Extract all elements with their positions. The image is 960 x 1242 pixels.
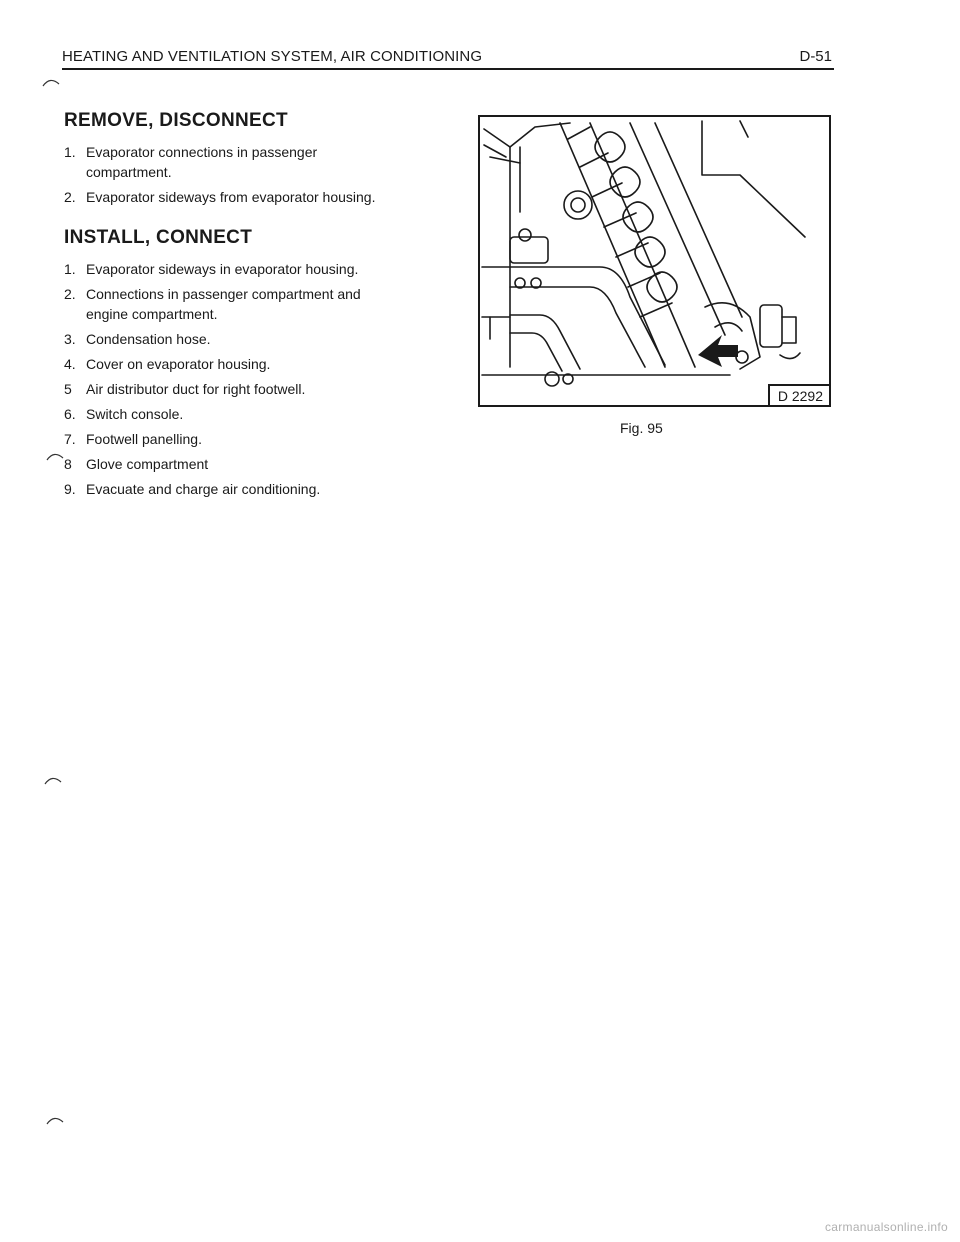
step-number: 6. xyxy=(64,406,76,422)
header-title: HEATING AND VENTILATION SYSTEM, AIR CONDITIONING xyxy=(62,48,483,65)
list-item xyxy=(64,284,394,324)
list-item xyxy=(64,379,394,399)
evaporator-line-drawing xyxy=(480,117,829,405)
install-steps xyxy=(64,259,394,499)
step-number: 2. xyxy=(64,286,76,302)
list-item xyxy=(64,329,394,349)
evaporator-figure xyxy=(478,115,831,407)
remove-steps xyxy=(64,142,394,207)
step-number: 1. xyxy=(64,144,76,160)
step-text: Evaporator sideways from evaporator housing. xyxy=(86,189,376,205)
instructions-column xyxy=(64,110,394,504)
list-item xyxy=(64,404,394,424)
list-item xyxy=(64,354,394,374)
step-text: Air distributor duct for right footwell. xyxy=(86,381,306,397)
step-text: Glove compartment xyxy=(86,456,209,472)
step-number: 8 xyxy=(64,456,72,472)
step-text: Evaporator connections in passenger compartment. xyxy=(86,144,318,180)
step-text: Evaporator sideways in evaporator housing. xyxy=(86,261,359,277)
step-text: Evacuate and charge air conditioning. xyxy=(86,481,321,497)
install-heading: INSTALL, CONNECT xyxy=(64,227,253,248)
margin-punch-mark xyxy=(46,1116,64,1126)
step-number: 1. xyxy=(64,261,76,277)
list-item xyxy=(64,142,394,182)
pointer-arrow-icon xyxy=(698,335,738,367)
watermark: carmanualsonline.info xyxy=(824,1220,948,1234)
list-item xyxy=(64,259,394,279)
step-number: 4. xyxy=(64,356,76,372)
margin-punch-mark xyxy=(42,78,60,88)
figure-code: D 2292 xyxy=(768,384,831,407)
step-number: 9. xyxy=(64,481,76,497)
step-text: Connections in passenger compartment and engine compartment. xyxy=(86,286,361,322)
step-text: Switch console. xyxy=(86,406,184,422)
step-number: 2. xyxy=(64,189,76,205)
list-item xyxy=(64,429,394,449)
step-text: Cover on evaporator housing. xyxy=(86,356,271,372)
page-header xyxy=(62,44,834,70)
list-item xyxy=(64,187,394,207)
step-number: 5 xyxy=(64,381,72,397)
list-item xyxy=(64,454,394,474)
step-text: Condensation hose. xyxy=(86,331,211,347)
step-text: Footwell panelling. xyxy=(86,431,202,447)
margin-punch-mark xyxy=(46,452,64,462)
list-item xyxy=(64,479,394,499)
step-number: 3. xyxy=(64,331,76,347)
remove-heading: REMOVE, DISCONNECT xyxy=(64,110,288,131)
figure-caption: Fig. 95 xyxy=(620,420,663,436)
margin-punch-mark xyxy=(44,776,62,786)
page-number: D-51 xyxy=(799,48,832,65)
step-number: 7. xyxy=(64,431,76,447)
